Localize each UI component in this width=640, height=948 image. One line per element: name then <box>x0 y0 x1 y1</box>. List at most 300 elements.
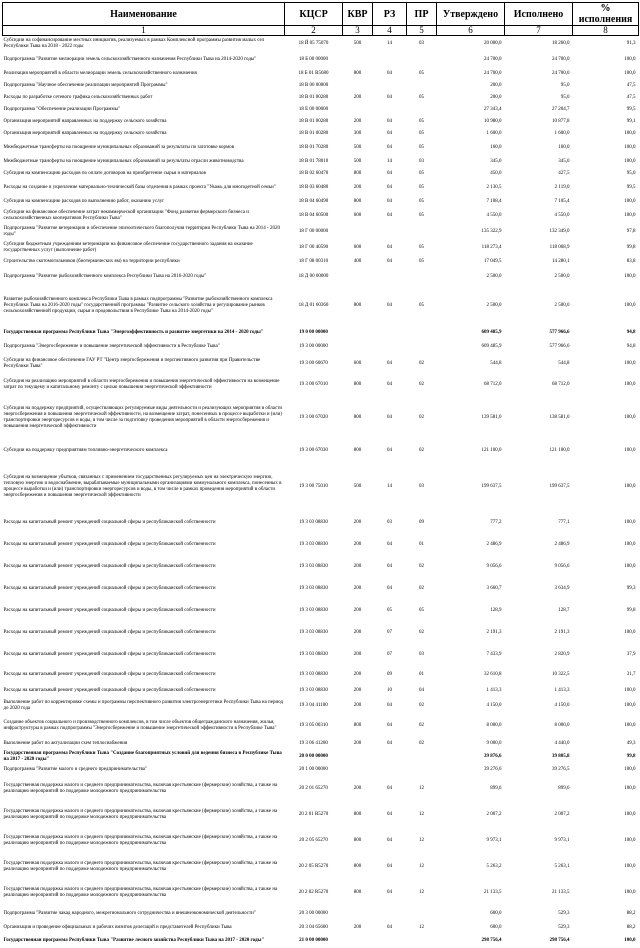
row-executed: 2 007,2 <box>554 811 570 817</box>
row-executed: 95,0 <box>560 82 570 88</box>
row-kvr: 200 <box>353 541 362 547</box>
row-percent: 47,5 <box>626 94 636 100</box>
row-kcsr: 18 Й 05 75070 <box>298 40 329 46</box>
row-percent: 47,5 <box>626 82 636 88</box>
row-percent: 100,0 <box>624 158 636 164</box>
row-name: Расходы на капитальный ремонт учреждений социальной сферы и республиканской собственности <box>3 687 216 693</box>
row-approved: 160,0 <box>490 144 502 150</box>
row-pr <box>407 104 437 116</box>
row-executed: 3 634,9 <box>554 585 570 591</box>
row-approved: 3 660,7 <box>486 585 502 591</box>
row-name: Подпрограмма "Обеспечение реализации Программы" <box>3 106 121 112</box>
row-name: Субсидии на софинансирование местных инициатив, реализуемых в рамках Комплексной программы развития малых сел Республики Тыва на 2018 - 2022 годы <box>3 37 265 49</box>
table-row <box>3 684 639 698</box>
row-approved: 2 500,0 <box>486 273 502 279</box>
row-kvr <box>343 52 373 68</box>
row-kcsr: 20 2 05 R5270 <box>298 863 329 869</box>
table-row <box>3 180 639 196</box>
row-name: Подпрограмма "Развитие малого и среднего предпринимательства" <box>3 766 148 772</box>
row-name: Подпрограмма "Развитие рыбохозяйственного комплекса Республики Тыва на 2016-2020 годы" <box>3 273 207 279</box>
row-kcsr: 18 В 02 60470 <box>298 170 329 176</box>
row-pr: 02 <box>419 447 424 453</box>
header-pr: ПР <box>407 3 437 26</box>
row-kvr: 500 <box>353 40 362 46</box>
row-kvr: 800 <box>353 811 362 817</box>
row-pr: 05 <box>419 170 424 176</box>
table-row <box>3 802 639 828</box>
row-percent: 100,0 <box>624 144 636 150</box>
row-executed: 14 280,1 <box>552 258 570 264</box>
table-row <box>3 764 639 776</box>
row-pr: 02 <box>419 629 424 635</box>
row-pr: 02 <box>419 722 424 728</box>
row-pr <box>407 268 437 286</box>
row-kcsr: 19 3 06 41200 <box>299 740 328 746</box>
row-name: Государственная поддержка малого и среднего предпринимательства, включая крестьянские (фермерские) хозяйства, а также на реализацию мероприятий по поддержке молодежного предпринимательства <box>3 808 278 820</box>
row-kcsr: 19 3 03 08830 <box>299 585 328 591</box>
table-row <box>3 934 639 948</box>
row-kcsr: 18 Г 00 40590 <box>298 244 329 250</box>
row-name: Государственная программа Республики Тыва "Создание благоприятных условий для ведения бизнеса в Республике Тыва на 2017 - 2020 годы" <box>3 750 282 762</box>
row-name: Подпрограмма "Энергосбережение и повышение энергетической эффективности в Республике Тыва" <box>3 343 220 349</box>
row-kvr: 200 <box>353 607 362 613</box>
row-rz: 04 <box>387 740 392 746</box>
row-kvr <box>343 268 373 286</box>
row-percent: 99,5 <box>626 106 636 112</box>
row-executed: 7 105,4 <box>554 198 570 204</box>
row-rz: 10 <box>387 687 392 693</box>
row-executed: 118 068,9 <box>549 244 570 250</box>
row-percent: 100,0 <box>624 302 636 308</box>
row-kvr: 200 <box>353 585 362 591</box>
row-approved: 200,0 <box>490 82 502 88</box>
row-kvr: 500 <box>353 144 362 150</box>
row-rz: 04 <box>387 212 392 218</box>
row-name: Подпрограмма "Развитие мелиорации земель сельскохозяйственного назначения Республики Тыва на 2014-2020 годы" <box>3 56 257 62</box>
row-kvr <box>343 104 373 116</box>
header-rz: РЗ <box>373 3 407 26</box>
row-kcsr: 19 3 04 41100 <box>299 702 328 708</box>
row-rz: 04 <box>387 811 392 817</box>
row-kcsr: 18 В 01 00280 <box>298 94 329 100</box>
row-approved: 609 485,9 <box>481 329 502 335</box>
row-pr: 05 <box>419 144 424 150</box>
row-executed: 2 119,0 <box>554 184 570 190</box>
row-executed: 2 500,0 <box>554 302 570 308</box>
row-approved: 7 108,4 <box>486 198 502 204</box>
row-name: Расходы на капитальный ремонт учреждений социальной сферы и республиканской собственности <box>3 651 216 657</box>
row-rz: 04 <box>387 302 392 308</box>
row-percent: 100,0 <box>624 563 636 569</box>
row-pr: 01 <box>419 541 424 547</box>
table-row <box>3 268 639 286</box>
table-row <box>3 534 639 556</box>
row-rz <box>373 224 407 240</box>
row-pr: 02 <box>419 414 424 420</box>
table-row <box>3 168 639 180</box>
row-approved: 2 486,9 <box>486 541 502 547</box>
table-row <box>3 828 639 854</box>
table-row <box>3 256 639 268</box>
row-executed: 24 700,0 <box>552 70 570 76</box>
row-pr <box>407 224 437 240</box>
row-approved: 600,0 <box>490 910 502 916</box>
row-rz <box>373 52 407 68</box>
row-kvr: 200 <box>353 94 362 100</box>
row-percent: 100,0 <box>624 863 636 869</box>
row-kvr: 800 <box>353 722 362 728</box>
row-percent: 99,5 <box>626 184 636 190</box>
row-rz: 07 <box>387 651 392 657</box>
row-percent: 100,0 <box>624 722 636 728</box>
row-approved: 17 049,5 <box>484 258 502 264</box>
row-executed: 39 805,8 <box>552 753 570 759</box>
row-executed: 10 322,5 <box>552 671 570 677</box>
header-name: Наименование <box>3 3 285 26</box>
row-kvr: 800 <box>353 170 362 176</box>
row-approved: 24 700,0 <box>484 70 502 76</box>
row-kvr <box>343 906 373 922</box>
row-name: Расходы на капитальный ремонт учреждений социальной сферы и республиканской собственности <box>3 607 216 613</box>
row-name: Расходы на капитальный ремонт учреждений социальной сферы и республиканской собственности <box>3 629 216 635</box>
table-row <box>3 354 639 374</box>
row-name: Государственная поддержка малого и среднего предпринимательства, включая крестьянские (фермерские) хозяйства, а также на реализацию мероприятий по поддержке молодежного предпринимательства <box>3 834 278 846</box>
row-rz <box>373 750 407 764</box>
row-pr: 02 <box>419 360 424 366</box>
row-approved: 9 000,0 <box>486 740 502 746</box>
table-row <box>3 104 639 116</box>
row-name: Субсидия на поддержку предприятий, осуществляющих регулируемые виды деятельности и реализующих мероприятия в области энергосбережения и повышения энергетической эффективности, на возмещение затрат, понесенных в процессе выработки и (или) транспортировки энергоресурсов и воды, в том числе за подготовку проведения мероприятий в области энергосбережения и повышения энергетической эффективности <box>3 405 283 429</box>
row-kcsr: 20 2 01 R5270 <box>298 811 329 817</box>
row-kvr: 800 <box>353 198 362 204</box>
row-kcsr: 18 В 04 60490 <box>298 198 329 204</box>
row-kvr: 200 <box>353 629 362 635</box>
row-kvr: 200 <box>353 184 362 190</box>
table-row <box>3 600 639 622</box>
row-percent: 100,0 <box>624 483 636 489</box>
row-name: Межбюджетные трансферты на поощрение муниципальных образований за результаты по заготовке кормов <box>3 144 234 150</box>
row-kvr: 800 <box>353 414 362 420</box>
column-number: 4 <box>373 26 407 36</box>
row-pr: 03 <box>419 483 424 489</box>
row-rz: 04 <box>387 244 392 250</box>
row-percent: 100,0 <box>624 629 636 635</box>
row-percent: 100,0 <box>624 56 636 62</box>
row-rz <box>373 764 407 776</box>
row-executed: 132 349,0 <box>549 228 570 234</box>
column-number-row <box>3 26 639 36</box>
row-rz: 04 <box>387 585 392 591</box>
table-row <box>3 196 639 208</box>
row-name: Подпрограмма "Развитие ветеринарии и обеспечение эпизоотического благополучия территории Республики Тыва на 2014 - 2020 годы" <box>3 225 280 237</box>
row-kvr: 200 <box>353 702 362 708</box>
row-kcsr: 18 В 01 00280 <box>298 130 329 136</box>
row-kvr: 200 <box>353 785 362 791</box>
row-name: Субсидии на финансовое обеспечение ГАУ РТ "Центр энергосбережения и перспективного развития при Правительстве Республики Тыва" <box>3 357 261 369</box>
row-approved: 7 433,9 <box>486 651 502 657</box>
row-kcsr: 19 3 03 08830 <box>299 607 328 613</box>
row-kvr <box>343 224 373 240</box>
row-approved: 118 273,4 <box>481 244 502 250</box>
row-pr: 02 <box>419 563 424 569</box>
row-approved: 9 056,6 <box>486 563 502 569</box>
row-name: Государственная поддержка малого и среднего предпринимательства, включая крестьянские (фермерские) хозяйства, а также на реализацию мероприятий по поддержке молодежного предпринимательства <box>3 886 278 898</box>
row-approved: 450,0 <box>490 170 502 176</box>
row-percent: 88,2 <box>626 910 636 916</box>
row-pr: 02 <box>419 381 424 387</box>
row-executed: 10 877,8 <box>552 118 570 124</box>
row-executed: 529,3 <box>558 924 570 930</box>
row-pr <box>407 934 437 948</box>
row-percent: 100,0 <box>624 687 636 693</box>
row-kcsr: 19 3 03 08830 <box>299 651 328 657</box>
row-rz: 04 <box>387 258 392 264</box>
row-percent: 100,0 <box>624 702 636 708</box>
row-executed: 4 150,0 <box>554 702 570 708</box>
row-executed: 4 440,0 <box>554 740 570 746</box>
row-approved: 2 130,5 <box>486 184 502 190</box>
row-percent: 99,1 <box>626 118 636 124</box>
row-percent: 97,8 <box>626 228 636 234</box>
table-row <box>3 340 639 354</box>
row-executed: 4 550,0 <box>554 212 570 218</box>
header-percent: % исполнения <box>573 3 639 26</box>
row-kcsr: 20 3 00 00000 <box>299 910 328 916</box>
row-kvr: 600 <box>353 360 362 366</box>
row-percent: 100,0 <box>624 541 636 547</box>
row-name: Реализация мероприятий в области мелиорации земель сельскохозяйственного назначения <box>3 70 197 76</box>
row-executed: 8 000,0 <box>554 722 570 728</box>
row-percent: 100,0 <box>624 519 636 525</box>
row-executed: 899,6 <box>558 785 570 791</box>
table-row <box>3 92 639 104</box>
row-kcsr: 18 Е 00 00000 <box>298 106 329 112</box>
table-row <box>3 208 639 224</box>
row-name: Расходы на капитальный ремонт учреждений социальной сферы и республиканской собственности <box>3 671 216 677</box>
row-percent: 100,0 <box>624 447 636 453</box>
row-percent: 99,8 <box>626 753 636 759</box>
table-row <box>3 396 639 440</box>
row-rz: 04 <box>387 924 392 930</box>
row-kvr: 200 <box>353 651 362 657</box>
row-percent: 100,0 <box>624 414 636 420</box>
row-rz: 05 <box>387 607 392 613</box>
row-pr: 12 <box>419 811 424 817</box>
row-name: Субсидия на компенсацию расходов по выполнению работ, оказанию услуг <box>3 198 165 204</box>
row-kvr: 200 <box>353 671 362 677</box>
row-kvr: 800 <box>353 302 362 308</box>
table-row <box>3 68 639 80</box>
row-pr: 03 <box>419 40 424 46</box>
row-kvr <box>343 340 373 354</box>
row-rz: 04 <box>387 70 392 76</box>
row-kvr: 600 <box>353 244 362 250</box>
row-name: Организация мероприятий направленных на поддержку сельского хозяйства <box>3 118 167 124</box>
row-rz: 03 <box>387 519 392 525</box>
row-kcsr: 18 Д 01 60360 <box>298 302 329 308</box>
table-row <box>3 440 639 462</box>
row-pr: 05 <box>419 70 424 76</box>
row-rz: 04 <box>387 863 392 869</box>
row-kvr <box>343 750 373 764</box>
row-approved: 9 973,1 <box>486 837 502 843</box>
header-executed: Исполнено <box>505 3 573 26</box>
row-rz: 04 <box>387 414 392 420</box>
row-approved: 128,9 <box>490 607 502 613</box>
row-kcsr: 18 В 01 00280 <box>298 118 329 124</box>
row-executed: 2 486,9 <box>554 541 570 547</box>
row-kcsr: 19 3 03 08830 <box>299 629 328 635</box>
row-percent: 95,0 <box>626 170 636 176</box>
row-executed: 9 973,1 <box>554 837 570 843</box>
row-percent: 99,8 <box>626 244 636 250</box>
row-approved: 21 133,5 <box>484 889 502 895</box>
row-percent: 100,0 <box>624 198 636 204</box>
row-name: Расходы на капитальный ремонт учреждений социальной сферы и республиканской собственности <box>3 519 216 525</box>
row-kcsr: 19 3 00 67020 <box>299 414 328 420</box>
table-row <box>3 922 639 934</box>
row-executed: 529,3 <box>558 910 570 916</box>
table-row <box>3 240 639 256</box>
row-name: Субсидия на компенсацию расходов по оплате договоров на приобретение сырья и материалов <box>3 170 206 176</box>
row-approved: 298 756,4 <box>481 937 502 943</box>
row-pr: 04 <box>419 687 424 693</box>
row-approved: 609 485,9 <box>481 343 502 349</box>
row-pr: 05 <box>419 94 424 100</box>
row-percent: 83,8 <box>626 258 636 264</box>
row-executed: 298 756,4 <box>549 937 570 943</box>
row-kcsr: 18 Г 00 00000 <box>298 228 329 234</box>
row-pr <box>407 80 437 92</box>
row-percent: 49,3 <box>626 740 636 746</box>
row-name: Организация мероприятий направленных на поддержку сельского хозяйства <box>3 130 167 136</box>
row-rz: 04 <box>387 541 392 547</box>
row-executed: 27 204,7 <box>552 106 570 112</box>
row-pr: 05 <box>419 198 424 204</box>
row-pr: 05 <box>419 118 424 124</box>
row-executed: 39 276,5 <box>552 766 570 772</box>
row-pr: 05 <box>419 607 424 613</box>
row-kvr: 200 <box>353 563 362 569</box>
row-rz: 04 <box>387 722 392 728</box>
row-kcsr: 19 0 00 00000 <box>299 329 328 335</box>
row-pr: 12 <box>419 924 424 930</box>
row-kvr <box>343 934 373 948</box>
row-pr: 03 <box>419 158 424 164</box>
row-approved: 2 191,3 <box>486 629 502 635</box>
row-kcsr: 19 3 00 67010 <box>299 381 328 387</box>
column-number: 2 <box>285 26 343 36</box>
table-row <box>3 512 639 534</box>
row-kcsr: 18 В 01 78010 <box>298 158 329 164</box>
row-kcsr: 18 В 00 00000 <box>298 82 329 88</box>
row-kcsr: 20 2 02 R5270 <box>298 889 329 895</box>
row-executed: 2 191,3 <box>554 629 570 635</box>
row-executed: 24 700,0 <box>552 56 570 62</box>
column-number: 6 <box>437 26 505 36</box>
row-rz: 04 <box>387 837 392 843</box>
row-kvr <box>343 764 373 776</box>
row-kvr: 200 <box>353 118 362 124</box>
table-body <box>3 36 639 948</box>
row-executed: 345,0 <box>558 158 570 164</box>
row-kcsr: 20 2 01 65270 <box>299 785 328 791</box>
row-name: Строительство скотомогильников (биотермических ям) на территории республики <box>3 258 180 264</box>
budget-execution-table <box>2 2 639 948</box>
row-pr: 05 <box>419 130 424 136</box>
row-percent: 100,0 <box>624 360 636 366</box>
row-percent: 100,0 <box>624 212 636 218</box>
row-name: Государственная программа Республики Тыва "Энергоэффективность и развитие энергетики на 2014 - 2020 годы" <box>3 329 264 335</box>
table-row <box>3 644 639 666</box>
row-pr: 12 <box>419 785 424 791</box>
row-name: Субсидии на поддержку предприятиям топливно-энергетического комплекса <box>3 447 168 453</box>
header-kvr: КВР <box>343 3 373 26</box>
row-executed: 1 413,3 <box>554 687 570 693</box>
row-percent: 100,0 <box>624 766 636 772</box>
row-name: Выполнение работ по актуализации схем теплоснабжения <box>3 740 128 746</box>
row-kcsr: 20 1 00 00000 <box>299 766 328 772</box>
row-approved: 8 000,0 <box>486 722 502 728</box>
row-name: Подпрограмма "Развитие чакад народного, межрегионального сотрудничества и внешнеэкономической деятельности" <box>3 910 256 916</box>
row-rz: 04 <box>387 381 392 387</box>
table-row <box>3 556 639 578</box>
row-rz <box>373 906 407 922</box>
row-percent: 91,3 <box>626 40 636 46</box>
row-pr <box>407 340 437 354</box>
row-approved: 135 322,9 <box>481 228 502 234</box>
table-row <box>3 374 639 396</box>
row-approved: 2 007,2 <box>486 811 502 817</box>
row-percent: 100,0 <box>624 273 636 279</box>
row-approved: 32 610,8 <box>484 671 502 677</box>
table-row <box>3 714 639 738</box>
row-percent: 100,0 <box>624 785 636 791</box>
row-kcsr: 19 3 00 60670 <box>299 360 328 366</box>
row-pr <box>407 906 437 922</box>
row-kvr <box>343 326 373 340</box>
table-row <box>3 462 639 512</box>
row-percent: 100,0 <box>624 889 636 895</box>
table-row <box>3 116 639 128</box>
header-approved: Утверждено <box>437 3 505 26</box>
column-number: 8 <box>573 26 639 36</box>
row-approved: 544,8 <box>490 360 502 366</box>
table-row <box>3 750 639 764</box>
row-pr: 02 <box>419 702 424 708</box>
table-row <box>3 326 639 340</box>
row-pr: 09 <box>419 519 424 525</box>
row-approved: 24 700,0 <box>484 56 502 62</box>
row-pr: 05 <box>419 212 424 218</box>
row-executed: 2 500,0 <box>554 273 570 279</box>
row-pr: 02 <box>419 585 424 591</box>
row-executed: 1 600,0 <box>554 130 570 136</box>
row-executed: 128,7 <box>558 607 570 613</box>
row-kvr: 800 <box>353 837 362 843</box>
row-executed: 68 712,0 <box>552 381 570 387</box>
row-approved: 10 980,0 <box>484 118 502 124</box>
row-approved: 899,6 <box>490 785 502 791</box>
row-name: Развитие рыбохозяйственного комплекса Республики Тыва в рамках подпрограммы "Развитие рыбохозяйственного комплекса Республики Тыва на 2016-2020 годы" государственной программы "Развитие сельского хозяйства и регулирование рынков сельскохозяйственной продукции, сырья и продовольствия в Республике Тыва на 2014-2020 годы" <box>3 296 273 314</box>
table-row <box>3 666 639 684</box>
column-number: 7 <box>505 26 573 36</box>
row-rz: 14 <box>387 40 392 46</box>
row-kvr: 500 <box>353 483 362 489</box>
row-percent: 100,0 <box>624 937 636 943</box>
row-percent: 100,0 <box>624 837 636 843</box>
row-kcsr: 20 0 00 00000 <box>299 753 328 759</box>
